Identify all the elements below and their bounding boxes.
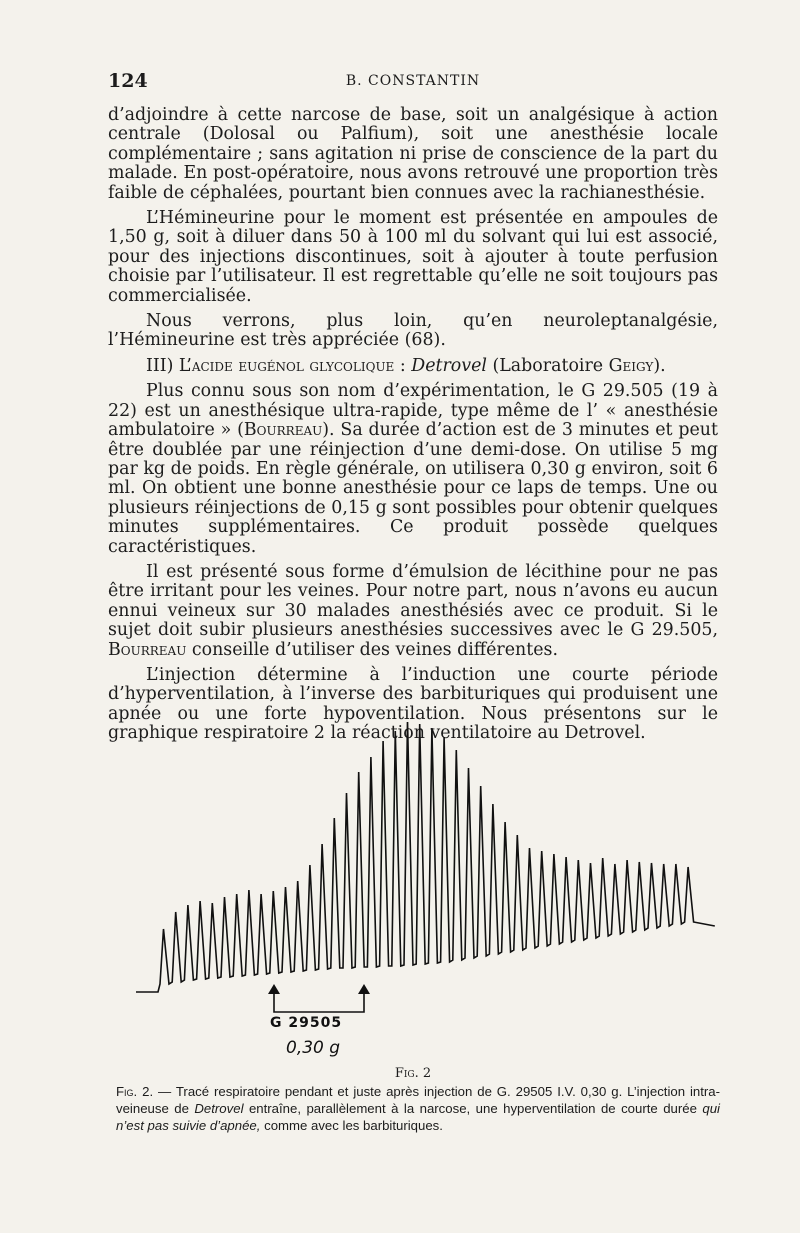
handwritten-dose-label: 0,30 g	[286, 1038, 341, 1058]
section-title: acide eugénol glycolique	[191, 355, 395, 376]
caption-emphasis: qui n’est pas suivie d’apnée,	[116, 1101, 720, 1133]
injection-bracket	[274, 990, 364, 1012]
caption-text-a: — Tracé respiratoire pendant et juste après injection de G. 29505 I.V. 0,30 g. L’injection intra-veineuse de	[116, 1084, 720, 1116]
paragraph-5-text-a: Il est présenté sous forme d’émulsion de lécithine pour ne pas être irritant pour les veines. Pour notre part, nous n’avons eu aucun ennui veineux sur 30 malades anesthésiés avec ce produit. Si le sujet doit subir plusieurs anesthésies successives avec le G 29.505,	[108, 561, 718, 641]
caption-text-b: entraîne, parallèlement à la narcose, une hyperventilation de courte durée	[243, 1101, 703, 1116]
caption-text-c: comme avec les barbituriques.	[260, 1118, 443, 1133]
author-name: Bourreau	[108, 639, 187, 660]
paragraph-6: L’injection détermine à l’induction une courte période d’hyperventilation, à l’inverse des barbituriques qui produisent une apnée ou une forte hypoventilation. Nous présentons sur le graphique respiratoire 2 la réaction ventilatoire au Detrovel.	[108, 664, 718, 744]
section-lab-open: (Laboratoire	[486, 355, 609, 376]
paragraph-1: d’adjoindre à cette narcose de base, soit un analgésique à action centrale (Dolosal ou Palfium), soit une anesthésie locale complémentaire ; sans agitation ni prise de conscience de la part du malade. En post-opératoire, nous avons retrouvé une proportion très faible de céphalées, pourtant bien connues avec la rachianesthésie.	[108, 105, 718, 203]
section-lab-close: ).	[653, 355, 666, 376]
author-name: Bourreau	[243, 420, 323, 441]
handwritten-drug-label: G 29505	[270, 1015, 343, 1031]
paragraph-2: L’Hémineurine pour le moment est présentée en ampoules de 1,50 g, soit à diluer dans 50 à 100 ml du solvant qui lui est associé, pour des injections discontinues, soit à ajouter à toute perfusion choisie par l’utilisateur. Il est regrettable qu’elle ne soit toujours pas commercialisée.	[108, 208, 718, 306]
section-heading	[108, 357, 718, 376]
paragraph-5-text-b: conseille d’utiliser des veines différentes.	[186, 639, 558, 660]
injection-start-arrow	[268, 984, 280, 994]
paragraph-5	[108, 563, 718, 660]
caption-drug: Detrovel	[194, 1101, 244, 1116]
paragraph-4-text-b: ). Sa durée d’action est de 3 minutes et peut être doublée par une réinjection d’une demi-dose. On utilise 5 mg par kg de poids. En règle générale, on utilisera 0,30 g environ, soit 6 ml. On obtient une bonne anesthésie pour ce laps de temps. Une ou plusieurs réinjections de 0,15 g sont possibles pour obtenir quelques minutes supplémentaires. Ce produit possède quelques caractéristiques.	[108, 420, 718, 557]
section-drug: Detrovel	[411, 355, 487, 376]
page-header	[108, 70, 718, 94]
paragraph-4	[108, 382, 718, 557]
section-prefix: III) L’	[146, 355, 192, 376]
section-lab: Geigy	[608, 355, 654, 376]
figure-respiratory-trace	[108, 722, 718, 1072]
figure-label: Fig. 2	[394, 1066, 432, 1081]
running-head: B. CONSTANTIN	[345, 73, 481, 89]
paragraph-4-text-a: Plus connu sous son nom d’expérimentation, le G 29.505 (19 à 22) est un anesthésique ultra-rapide, type même de l’ « anesthésie ambulatoire » (	[108, 381, 718, 441]
respiratory-trace-line	[136, 722, 715, 992]
figure-caption	[116, 1083, 720, 1134]
section-colon: :	[394, 355, 412, 376]
body-text	[108, 106, 718, 750]
injection-end-arrow	[358, 984, 370, 994]
caption-label: Fig. 2.	[116, 1084, 154, 1099]
respiratory-trace-graphic	[108, 722, 718, 1072]
paragraph-3: Nous verrons, plus loin, qu’en neuroleptanalgésie, l’Hémineurine est très appréciée (68).	[108, 311, 718, 351]
page-number: 124	[108, 70, 148, 92]
